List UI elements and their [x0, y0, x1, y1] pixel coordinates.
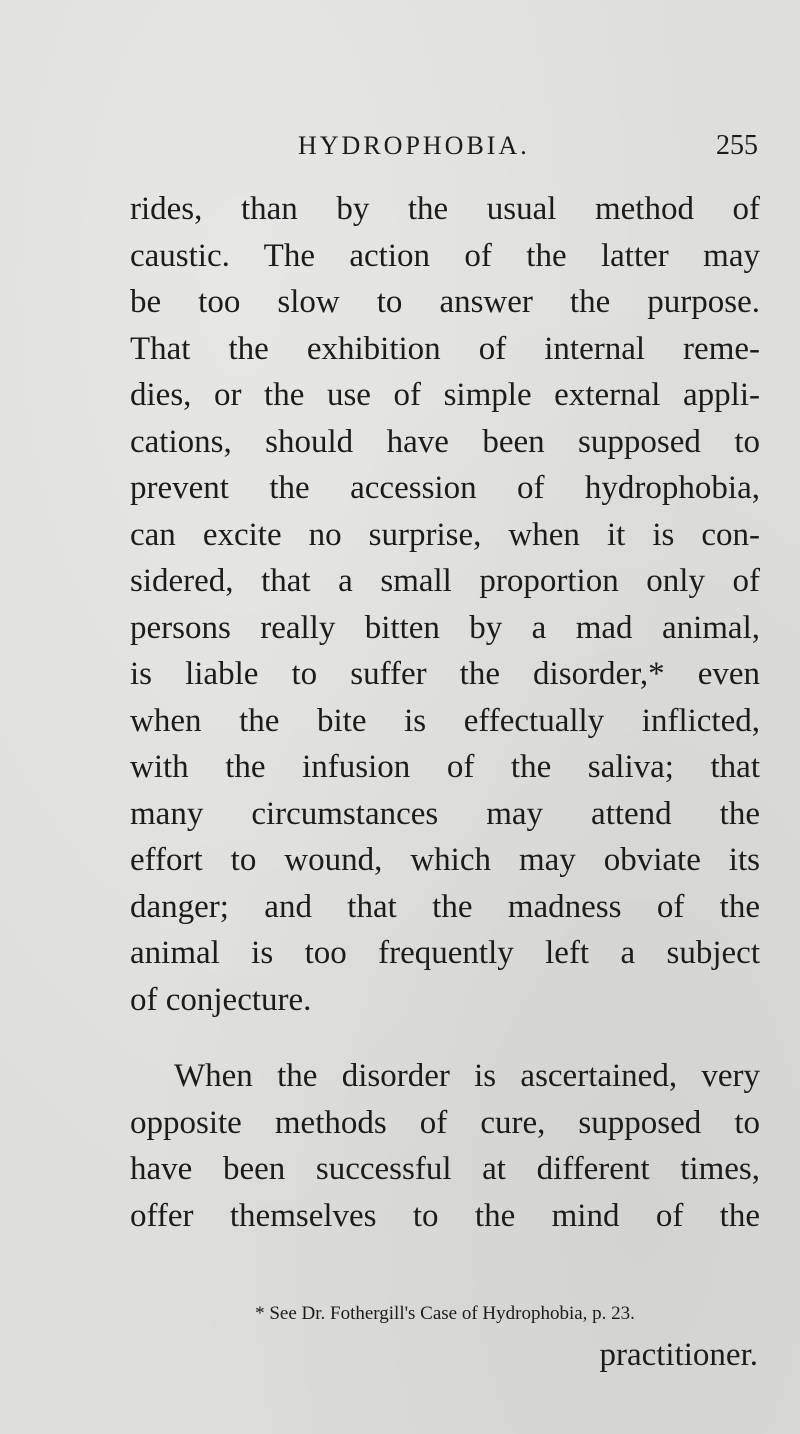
text-line: is liable to suffer the disorder,* even — [130, 656, 760, 692]
body-text — [130, 186, 760, 1239]
text-line: offer themselves to the mind of the — [130, 1197, 760, 1234]
text-line: effort to wound, which may obviate its — [130, 842, 760, 878]
text-line: cations, should have been supposed to — [130, 423, 760, 460]
text-line: of conjecture. — [130, 981, 312, 1018]
text-line: persons really bitten by a mad animal, — [130, 609, 760, 646]
text-line: danger; and that the madness of the — [130, 888, 760, 925]
text-line: caustic. The action of the latter may — [130, 237, 760, 274]
text-line: dies, or the use of simple external appli- — [130, 377, 760, 413]
paragraph-1 — [130, 186, 760, 1023]
text-line: prevent the accession of hydrophobia, — [130, 470, 760, 506]
text-line: have been successful at different times, — [130, 1151, 760, 1187]
text-line: sidered, that a small proportion only of — [130, 563, 760, 599]
footnote: * See Dr. Fothergill's Case of Hydrophobia, p. 23. — [255, 1303, 635, 1324]
text-line: when the bite is effectually inflicted, — [130, 702, 760, 739]
text-line: with the infusion of the saliva; that — [130, 749, 760, 785]
running-head: HYDROPHOBIA. — [298, 131, 530, 160]
page-header — [130, 126, 760, 166]
text-line: many circumstances may attend the — [130, 795, 760, 832]
text-line: rides, than by the usual method of — [130, 191, 760, 227]
catchword: practitioner. — [599, 1337, 758, 1373]
page-number: 255 — [716, 130, 758, 161]
paragraph-2 — [130, 1053, 760, 1239]
text-line: That the exhibition of internal reme- — [130, 330, 760, 367]
text-line: animal is too frequently left a subject — [130, 935, 760, 971]
text-line: be too slow to answer the purpose. — [130, 284, 760, 320]
text-line: When the disorder is ascertained, very — [174, 1058, 760, 1094]
text-line: can excite no surprise, when it is con- — [130, 516, 760, 553]
text-line: opposite methods of cure, supposed to — [130, 1104, 760, 1141]
